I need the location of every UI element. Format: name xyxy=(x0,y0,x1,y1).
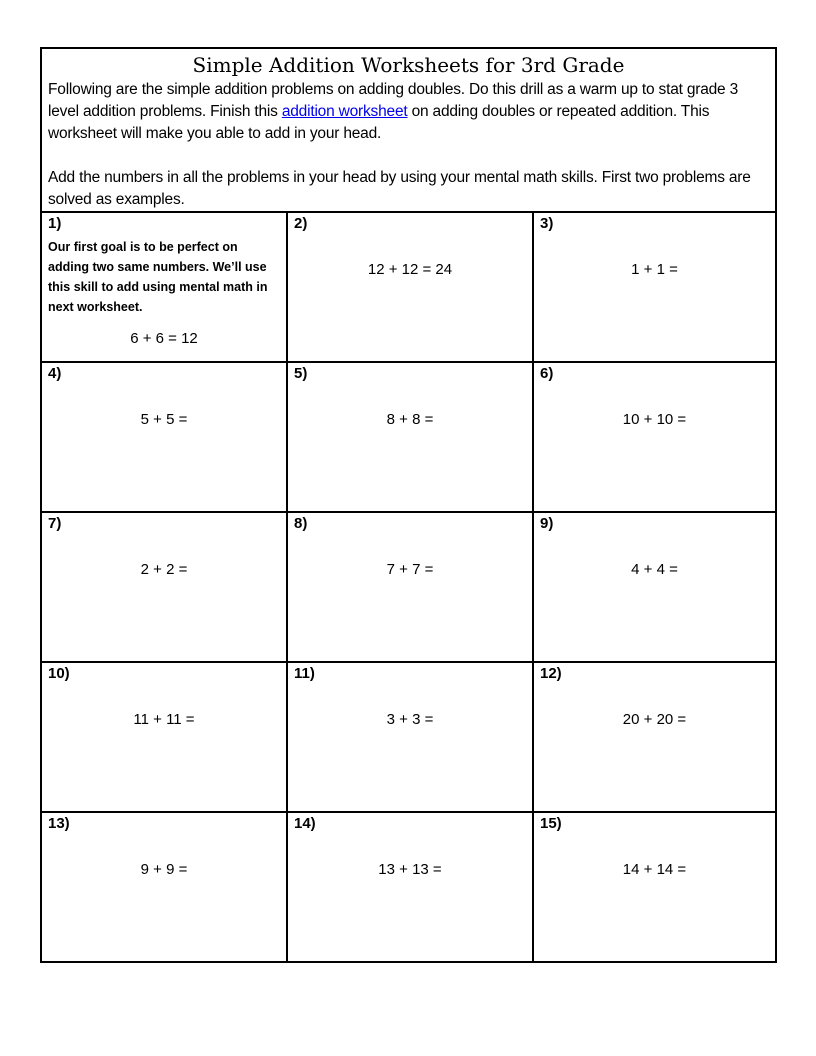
problem-text: 3 + 3 = xyxy=(386,711,434,728)
problem-cell xyxy=(42,663,288,813)
problem-text: 20 + 20 = xyxy=(622,711,687,728)
problem-text: 1 + 1 = xyxy=(631,261,678,278)
problem-number: 2) xyxy=(294,215,308,232)
problem-text: 9 + 9 = xyxy=(140,861,188,878)
problem-cell xyxy=(288,213,534,363)
problem-cell xyxy=(42,213,288,363)
problem-cell xyxy=(288,663,534,813)
problem-text: 2 + 2 = xyxy=(140,561,188,578)
problem-cell xyxy=(534,813,775,961)
problem-cell xyxy=(288,363,534,513)
addition-worksheet-link[interactable]: addition worksheet xyxy=(281,103,408,120)
intro-text-end: on adding doubles or repeated addition. This worksheet will make you able to add in your head. xyxy=(48,103,710,142)
problem-cell xyxy=(534,513,775,663)
problem-number: 8) xyxy=(294,515,308,532)
problem-number: 1) xyxy=(48,215,62,232)
problem-number: 13) xyxy=(48,815,70,832)
problem-text: 13 + 13 = xyxy=(378,861,442,878)
problem-number: 14) xyxy=(294,815,316,832)
problem-text: 5 + 5 = xyxy=(140,411,188,428)
problem-text: 11 + 11 = xyxy=(133,711,195,728)
problem-text: 12 + 12 = 24 xyxy=(367,261,453,278)
problem-text: 14 + 14 = xyxy=(622,861,687,878)
problem-text: 4 + 4 = xyxy=(631,561,678,578)
example-note: Our first goal is to be perfect on adding two same numbers. We’ll use this skill to add using mental math in next worksheet. xyxy=(48,240,268,314)
problem-text: 10 + 10 = xyxy=(622,411,687,428)
problem-number: 15) xyxy=(540,815,562,832)
problem-cell xyxy=(534,363,775,513)
problem-cell xyxy=(288,813,534,961)
intro-text-start: Following are the simple addition problems on adding doubles. Do this drill as a warm up to stat grade 3 level addition problems. Finish this xyxy=(48,81,739,120)
problem-cell xyxy=(534,213,775,363)
problem-number: 4) xyxy=(48,365,62,382)
problem-number: 11) xyxy=(294,665,315,682)
problem-number: 3) xyxy=(540,215,554,232)
worksheet xyxy=(40,47,777,963)
problem-cell xyxy=(534,663,775,813)
problem-number: 9) xyxy=(540,515,554,532)
worksheet-header xyxy=(42,49,775,211)
problem-grid xyxy=(42,211,775,961)
instructions: Add the numbers in all the problems in your head by using your mental math skills. First two problems are solved as examples. xyxy=(48,169,751,208)
problem-text: 8 + 8 = xyxy=(386,411,434,428)
problem-cell xyxy=(42,363,288,513)
problem-cell xyxy=(288,513,534,663)
problem-cell xyxy=(42,513,288,663)
page-title: Simple Addition Worksheets for 3rd Grade xyxy=(192,53,625,77)
problem-text: 7 + 7 = xyxy=(386,561,434,578)
problem-cell xyxy=(42,813,288,961)
problem-number: 5) xyxy=(294,365,308,382)
problem-number: 6) xyxy=(540,365,554,382)
intro-paragraph xyxy=(48,79,769,145)
problem-number: 12) xyxy=(540,665,562,682)
problem-number: 10) xyxy=(48,665,70,682)
problem-text: 6 + 6 = 12 xyxy=(130,330,198,347)
problem-number: 7) xyxy=(48,515,62,532)
